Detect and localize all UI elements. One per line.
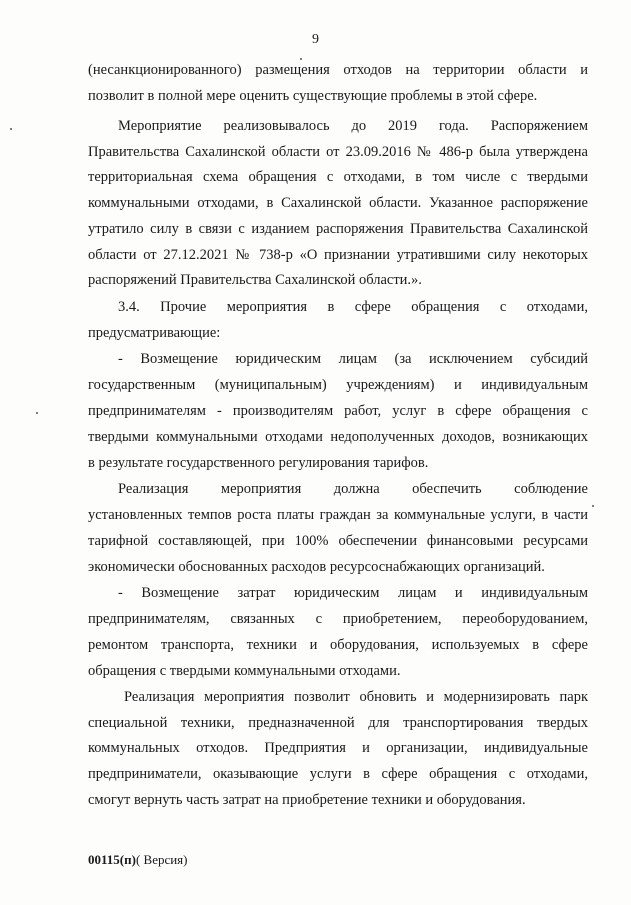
text-line: тарифной составляющей, при 100% обеспечении финансовыми ресурсами xyxy=(88,533,588,549)
text-line: твердыми коммунальными отходами недополученных доходов, возникающих xyxy=(88,429,588,445)
text-line: предпринимателям, связанных с приобретением, переоборудованием, xyxy=(88,611,588,627)
scan-speck xyxy=(300,58,302,60)
text-line: в результате государственного регулирования тарифов. xyxy=(88,455,429,471)
text-line: предпринимателям - производителям работ, услуг в сфере обращения с xyxy=(88,403,588,419)
text-line: территориальная схема обращения с отходами, в том числе с твердыми xyxy=(88,169,588,185)
text-line: установленных темпов роста платы граждан за коммунальные услуги, в части xyxy=(88,507,588,523)
text-line: области от 27.12.2021 № 738-р «О признании утратившими силу некоторых xyxy=(88,247,588,263)
text-line: государственным (муниципальным) учреждениям) и индивидуальным xyxy=(88,377,588,393)
text-line: предусматривающие: xyxy=(88,325,221,341)
text-line: экономически обоснованных расходов ресурсоснабжающих организаций. xyxy=(88,559,545,575)
text-line: коммунальных отходов. Предприятия и организации, индивидуальные xyxy=(88,740,588,756)
text-line: Мероприятие реализовывалось до 2019 года. Распоряжением xyxy=(118,118,588,134)
text-line: 3.4. Прочие мероприятия в сфере обращения с отходами, xyxy=(118,299,588,315)
page-number: 9 xyxy=(312,32,319,47)
text-line: позволит в полной мере оценить существующие проблемы в этой сфере. xyxy=(88,88,538,104)
footer-code: 00115(п) xyxy=(88,852,136,867)
text-line: (несанкционированного) размещения отходов на территории области и xyxy=(88,62,588,78)
text-line: Правительства Сахалинской области от 23.09.2016 № 486-р была утверждена xyxy=(88,144,588,160)
footer-version: ( Версия) xyxy=(135,852,188,867)
text-line: обращения с твердыми коммунальными отходами. xyxy=(88,663,401,679)
text-line: Реализация мероприятия должна обеспечить соблюдение xyxy=(118,481,588,497)
text-line: - Возмещение затрат юридическим лицам и индивидуальным xyxy=(118,585,588,601)
text-line: утратило силу в связи с изданием распоряжения Правительства Сахалинской xyxy=(88,221,588,237)
text-line: ремонтом транспорта, техники и оборудования, используемых в сфере xyxy=(88,637,588,653)
scan-speck xyxy=(592,505,594,507)
scan-speck xyxy=(10,128,12,130)
text-line: Реализация мероприятия позволит обновить и модернизировать парк xyxy=(124,689,588,705)
text-line: предприниматели, оказывающие услуги в сфере обращения с отходами, xyxy=(88,766,588,782)
document-footer xyxy=(88,852,188,868)
text-line: смогут вернуть часть затрат на приобретение техники и оборудования. xyxy=(88,792,526,808)
text-line: - Возмещение юридическим лицам (за исключением субсидий xyxy=(118,351,588,367)
text-line: коммунальными отходами, в Сахалинской области. Указанное распоряжение xyxy=(88,195,588,211)
text-line: специальной техники, предназначенной для транспортирования твердых xyxy=(88,715,588,731)
text-line: распоряжений Правительства Сахалинской области.». xyxy=(88,272,422,288)
scan-speck xyxy=(36,412,38,414)
